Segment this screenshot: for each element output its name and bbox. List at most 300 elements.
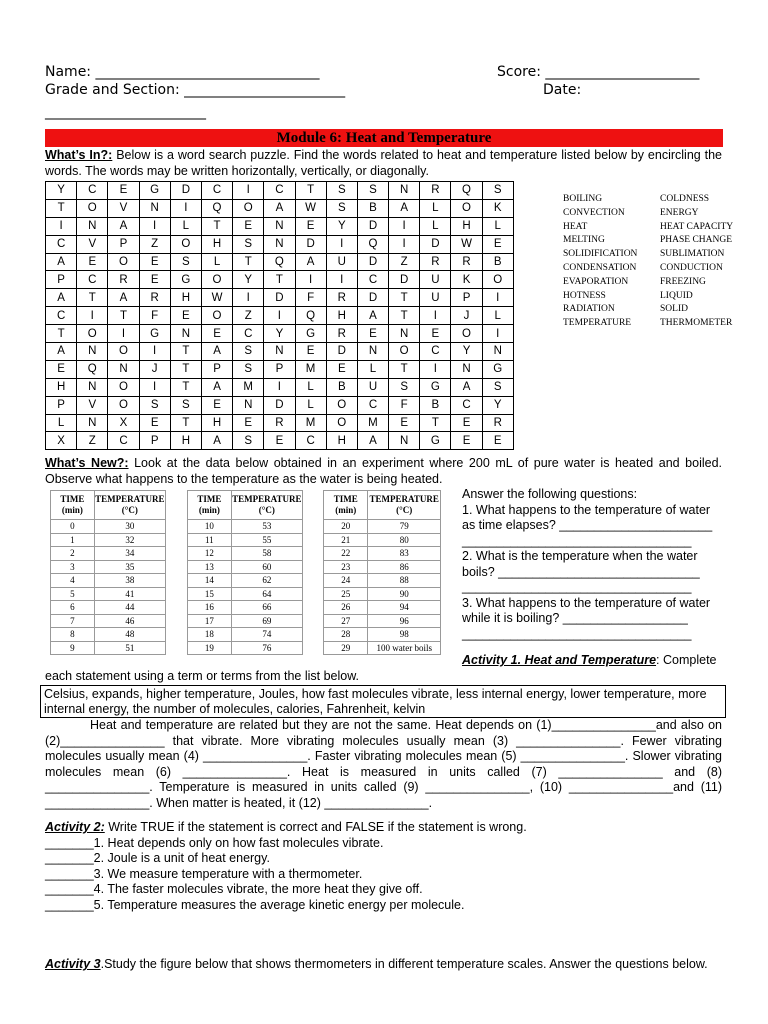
word-search-cell[interactable]: K (482, 199, 513, 217)
temperature-cell: 66 (231, 601, 302, 615)
word-search-cell[interactable]: A (264, 199, 295, 217)
word-search-cell[interactable]: O (108, 253, 139, 271)
word-search-cell[interactable]: H (451, 217, 482, 235)
word-search-cell[interactable]: O (389, 343, 420, 361)
temperature-header-text: TEMPERATURE (369, 494, 439, 504)
word-search-cell[interactable]: D (264, 396, 295, 414)
activity2-heading (45, 820, 722, 836)
word-search-cell[interactable]: E (201, 396, 232, 414)
word-search-cell[interactable]: D (295, 235, 326, 253)
word-search-cell[interactable]: H (201, 235, 232, 253)
word-search-cell[interactable]: L (170, 217, 201, 235)
word-search-cell[interactable]: D (357, 289, 388, 307)
word-search-cell[interactable]: I (326, 235, 357, 253)
temperature-cell: 88 (368, 574, 441, 588)
word-search-cell[interactable]: G (420, 432, 451, 450)
word-search-cell[interactable]: P (201, 360, 232, 378)
word-search-cell[interactable]: H (170, 289, 201, 307)
word-search-cell[interactable]: N (77, 378, 108, 396)
word-search-cell[interactable]: D (389, 271, 420, 289)
word-search-cell[interactable]: S (389, 378, 420, 396)
word-search-cell[interactable]: M (357, 414, 388, 432)
word-search-cell[interactable]: C (420, 343, 451, 361)
word-search-cell[interactable]: A (357, 307, 388, 325)
word-search-cell[interactable]: M (295, 360, 326, 378)
word-list-item: COLDNESS (660, 194, 710, 204)
word-search-cell[interactable]: Q (295, 307, 326, 325)
word-search-cell[interactable]: I (233, 289, 264, 307)
table-row (324, 520, 441, 534)
word-search-cell[interactable]: O (326, 414, 357, 432)
word-search-cell[interactable]: I (46, 217, 77, 235)
word-search-cell[interactable]: A (108, 217, 139, 235)
word-search-cell[interactable]: P (108, 235, 139, 253)
word-search-cell[interactable]: C (295, 432, 326, 450)
word-search-cell[interactable]: P (264, 360, 295, 378)
word-search-cell[interactable]: W (201, 289, 232, 307)
word-search-cell[interactable]: R (482, 414, 513, 432)
word-search-cell[interactable]: I (420, 360, 451, 378)
word-list-item: RADIATION (563, 304, 615, 315)
temperature-cell: 35 (94, 560, 165, 574)
word-search-cell[interactable]: A (201, 378, 232, 396)
word-search-cell[interactable]: N (170, 325, 201, 343)
word-search-cell[interactable]: E (295, 217, 326, 235)
word-search-cell[interactable]: N (264, 217, 295, 235)
table-row (51, 641, 166, 655)
word-search-cell[interactable]: L (295, 378, 326, 396)
temperature-cell: 64 (231, 587, 302, 601)
word-search-cell[interactable]: I (233, 182, 264, 200)
activity2-item: _______3. We measure temperature with a thermometer. (45, 866, 363, 881)
word-search-cell[interactable]: S (170, 253, 201, 271)
time-cell: 1 (51, 533, 95, 547)
table-row (188, 601, 303, 615)
table-row (188, 641, 303, 655)
word-search-cell[interactable]: B (420, 396, 451, 414)
word-search-cell[interactable]: O (108, 378, 139, 396)
word-search-cell[interactable]: R (139, 289, 170, 307)
word-search-cell[interactable]: B (326, 378, 357, 396)
word-search-cell[interactable]: Z (233, 307, 264, 325)
word-search-cell[interactable]: Z (139, 235, 170, 253)
word-search-cell[interactable]: A (46, 289, 77, 307)
word-search-cell[interactable]: I (420, 307, 451, 325)
word-search-cell[interactable]: I (264, 378, 295, 396)
word-search-cell[interactable]: I (139, 217, 170, 235)
word-search-cell[interactable]: C (357, 396, 388, 414)
word-search-cell[interactable]: Q (264, 253, 295, 271)
word-search-cell[interactable]: V (77, 235, 108, 253)
word-search-cell[interactable]: L (482, 217, 513, 235)
word-list-item: HEAT CAPACITY (660, 221, 734, 232)
word-search-cell[interactable]: Q (451, 182, 482, 200)
module-title: Module 6: Heat and Temperature (45, 129, 723, 147)
word-search-cell[interactable]: C (357, 271, 388, 289)
word-search-cell[interactable]: S (233, 235, 264, 253)
word-search-cell[interactable]: A (46, 253, 77, 271)
word-search-cell[interactable]: O (201, 271, 232, 289)
word-search-cell[interactable]: E (482, 432, 513, 450)
word-search-cell[interactable]: N (108, 360, 139, 378)
word-search-cell[interactable]: P (46, 396, 77, 414)
word-search-cell[interactable]: I (482, 289, 513, 307)
activity3-label: Activity 3 (45, 957, 101, 971)
time-cell: 13 (188, 560, 232, 574)
word-search-cell[interactable]: I (170, 199, 201, 217)
word-search-cell[interactable]: G (295, 325, 326, 343)
word-search-cell[interactable]: S (233, 432, 264, 450)
word-search-cell[interactable]: S (233, 343, 264, 361)
question-2-line-3: _________________________________ (462, 580, 692, 594)
temperature-cell: 100 water boils (368, 641, 441, 655)
word-search-cell[interactable]: U (326, 253, 357, 271)
word-search-cell[interactable]: T (389, 289, 420, 307)
word-search-cell[interactable]: S (170, 396, 201, 414)
word-search-cell[interactable]: R (420, 182, 451, 200)
temperature-header-text: TEMPERATURE (95, 494, 165, 504)
word-search-cell[interactable]: T (170, 378, 201, 396)
word-search-cell[interactable]: Z (77, 432, 108, 450)
word-search-cell[interactable]: T (108, 307, 139, 325)
word-search-cell[interactable]: E (482, 235, 513, 253)
table-row (188, 587, 303, 601)
word-search-cell[interactable]: Q (357, 235, 388, 253)
temperature-cell: 51 (94, 641, 165, 655)
temperature-unit-text: (°C) (258, 505, 275, 515)
word-search-cell[interactable]: F (139, 307, 170, 325)
table-row (188, 520, 303, 534)
word-search-cell[interactable]: X (108, 414, 139, 432)
word-search-cell[interactable]: E (46, 360, 77, 378)
word-search-cell[interactable]: M (295, 414, 326, 432)
word-search-cell[interactable]: U (420, 271, 451, 289)
word-search-cell[interactable]: U (357, 378, 388, 396)
time-cell: 28 (324, 628, 368, 642)
word-search-cell[interactable]: E (451, 432, 482, 450)
word-search-cell[interactable]: Q (201, 199, 232, 217)
word-search-cell[interactable]: O (201, 307, 232, 325)
word-search-cell[interactable]: C (201, 182, 232, 200)
temperature-column-header (94, 491, 165, 520)
word-search-cell[interactable]: S (326, 182, 357, 200)
word-search-cell[interactable]: I (295, 271, 326, 289)
word-search-cell[interactable]: E (233, 217, 264, 235)
time-cell: 7 (51, 614, 95, 628)
word-search-cell[interactable]: L (201, 253, 232, 271)
word-search-cell[interactable]: A (201, 432, 232, 450)
word-search-cell[interactable]: T (389, 307, 420, 325)
word-search-cell[interactable]: G (139, 325, 170, 343)
word-search-cell[interactable]: Y (451, 343, 482, 361)
word-search-cell[interactable]: N (482, 343, 513, 361)
word-search-cell[interactable]: G (482, 360, 513, 378)
word-search-row (46, 289, 514, 307)
word-search-cell[interactable]: N (389, 325, 420, 343)
word-search-cell[interactable]: T (295, 182, 326, 200)
word-search-cell[interactable]: R (326, 325, 357, 343)
data-table-header-row (51, 491, 166, 520)
word-search-cell[interactable]: O (170, 235, 201, 253)
word-search-cell[interactable]: I (139, 343, 170, 361)
word-search-cell[interactable]: S (482, 378, 513, 396)
word-search-cell[interactable]: D (357, 217, 388, 235)
word-search-cell[interactable]: I (389, 235, 420, 253)
word-search-cell[interactable]: S (233, 360, 264, 378)
word-list-item: CONVECTION (563, 207, 625, 218)
word-search-cell[interactable]: T (201, 217, 232, 235)
word-search-cell[interactable]: L (482, 307, 513, 325)
word-search-cell[interactable]: E (139, 253, 170, 271)
name-field-label: Name: ________________________________ (45, 64, 320, 80)
word-search-cell[interactable]: A (201, 343, 232, 361)
word-search-cell[interactable]: G (170, 271, 201, 289)
time-cell: 14 (188, 574, 232, 588)
word-search-cell[interactable]: R (264, 414, 295, 432)
word-search-cell[interactable]: T (389, 360, 420, 378)
word-search-cell[interactable]: Y (233, 271, 264, 289)
word-search-cell[interactable]: Y (326, 217, 357, 235)
word-search-cell[interactable]: C (46, 235, 77, 253)
word-search-cell[interactable]: S (326, 199, 357, 217)
word-search-cell[interactable]: H (326, 307, 357, 325)
word-search-cell[interactable]: I (326, 271, 357, 289)
word-search-cell[interactable]: U (420, 289, 451, 307)
data-table-1 (50, 490, 166, 655)
word-search-cell[interactable]: X (46, 432, 77, 450)
word-search-cell[interactable]: K (451, 271, 482, 289)
word-search-cell[interactable]: O (451, 199, 482, 217)
word-search-cell[interactable]: H (46, 378, 77, 396)
question-1-line-2: as time elapses? ______________________ (462, 518, 713, 532)
word-search-row (46, 343, 514, 361)
word-search-cell[interactable]: R (420, 253, 451, 271)
word-search-cell[interactable]: E (139, 271, 170, 289)
word-search-cell[interactable]: L (357, 360, 388, 378)
word-search-cell[interactable]: A (295, 253, 326, 271)
data-table-header-row (324, 491, 441, 520)
word-search-cell[interactable]: O (233, 199, 264, 217)
time-cell: 9 (51, 641, 95, 655)
word-search-cell[interactable]: T (264, 271, 295, 289)
activity1-suffix: : Complete (656, 653, 717, 667)
word-search-cell[interactable]: D (357, 253, 388, 271)
time-cell: 21 (324, 533, 368, 547)
word-search-cell[interactable]: E (201, 325, 232, 343)
time-column-header (51, 491, 95, 520)
question-2-line-1: 2. What is the temperature when the water (462, 549, 698, 563)
word-search-cell[interactable]: Y (482, 396, 513, 414)
word-search-cell[interactable]: O (108, 396, 139, 414)
word-search-cell[interactable]: E (264, 432, 295, 450)
word-search-cell[interactable]: I (77, 307, 108, 325)
word-search-cell[interactable]: I (482, 325, 513, 343)
word-search-cell[interactable]: O (451, 325, 482, 343)
word-search-cell[interactable]: C (264, 182, 295, 200)
word-search-cell[interactable]: N (139, 199, 170, 217)
word-list-item: HEAT (563, 221, 588, 232)
word-search-cell[interactable]: E (108, 182, 139, 200)
word-search-cell[interactable]: R (108, 271, 139, 289)
word-list-item: ENERGY (660, 207, 699, 218)
word-search-cell[interactable]: P (46, 271, 77, 289)
word-search-cell[interactable]: O (482, 271, 513, 289)
word-list-item: SUBLIMATION (660, 249, 725, 260)
word-search-row (46, 235, 514, 253)
word-search-cell[interactable]: D (420, 235, 451, 253)
word-search-cell[interactable]: O (77, 199, 108, 217)
word-search-cell[interactable]: G (420, 378, 451, 396)
word-search-cell[interactable]: N (77, 414, 108, 432)
word-search-cell[interactable]: H (170, 432, 201, 450)
word-search-cell[interactable]: B (357, 199, 388, 217)
time-cell: 26 (324, 601, 368, 615)
table-row (51, 520, 166, 534)
word-search-cell[interactable]: S (482, 182, 513, 200)
word-search-cell[interactable]: C (233, 325, 264, 343)
table-row (188, 628, 303, 642)
word-search-cell[interactable]: B (482, 253, 513, 271)
temperature-cell: 44 (94, 601, 165, 615)
word-search-cell[interactable]: O (326, 396, 357, 414)
word-search-cell[interactable]: A (46, 343, 77, 361)
word-search-cell[interactable]: M (233, 378, 264, 396)
word-search-cell[interactable]: J (139, 360, 170, 378)
word-search-cell[interactable]: L (420, 199, 451, 217)
temperature-cell: 94 (368, 601, 441, 615)
word-search-cell[interactable]: D (170, 182, 201, 200)
temperature-cell: 38 (94, 574, 165, 588)
table-row (51, 628, 166, 642)
word-search-cell[interactable]: C (77, 271, 108, 289)
word-list-col1 (563, 193, 637, 331)
word-search-cell[interactable]: W (295, 199, 326, 217)
word-search-cell[interactable]: O (77, 325, 108, 343)
word-search-cell[interactable]: L (46, 414, 77, 432)
word-search-cell[interactable]: T (233, 253, 264, 271)
word-search-cell[interactable]: S (139, 396, 170, 414)
word-search-cell[interactable]: E (389, 414, 420, 432)
word-search-cell[interactable]: N (233, 396, 264, 414)
question-1-line-3: _________________________________ (462, 533, 692, 548)
word-search-row (46, 253, 514, 271)
word-search-cell[interactable]: N (264, 235, 295, 253)
word-search-cell[interactable]: V (108, 199, 139, 217)
word-search-cell[interactable]: Z (389, 253, 420, 271)
word-search-cell[interactable]: H (326, 432, 357, 450)
table-row (324, 628, 441, 642)
word-search-cell[interactable]: C (46, 307, 77, 325)
word-search-cell[interactable]: A (389, 199, 420, 217)
word-search-cell[interactable]: A (357, 432, 388, 450)
word-search-cell[interactable]: I (108, 325, 139, 343)
word-search-cell[interactable]: E (295, 343, 326, 361)
word-search-cell[interactable]: C (451, 396, 482, 414)
time-cell: 23 (324, 560, 368, 574)
word-search-cell[interactable]: Y (264, 325, 295, 343)
word-search-cell[interactable]: C (77, 182, 108, 200)
word-search-cell[interactable]: V (77, 396, 108, 414)
word-search-cell[interactable]: I (139, 378, 170, 396)
word-search-cell[interactable]: T (170, 414, 201, 432)
word-search-cell[interactable]: N (389, 182, 420, 200)
question-2-line-2: boils? _____________________________ (462, 564, 700, 579)
word-list-col2 (660, 193, 733, 331)
word-search-cell[interactable]: R (326, 289, 357, 307)
word-search-cell[interactable]: J (451, 307, 482, 325)
whats-new-paragraph (45, 456, 722, 487)
temperature-column-header (368, 491, 441, 520)
word-search-cell[interactable]: Q (77, 360, 108, 378)
word-search-cell[interactable]: N (77, 217, 108, 235)
word-search-cell[interactable]: F (295, 289, 326, 307)
grade-section-label: Grade and Section: _______________________ (45, 82, 346, 98)
word-search-cell[interactable]: N (357, 343, 388, 361)
word-search-cell[interactable]: A (108, 289, 139, 307)
word-search-cell[interactable]: T (77, 289, 108, 307)
word-search-cell[interactable]: L (295, 396, 326, 414)
word-search-cell[interactable]: G (139, 182, 170, 200)
word-search-cell[interactable]: E (170, 307, 201, 325)
word-search-cell[interactable]: I (389, 217, 420, 235)
word-search-cell[interactable]: F (389, 396, 420, 414)
word-search-cell[interactable]: T (46, 325, 77, 343)
word-search-cell[interactable]: T (420, 414, 451, 432)
word-search-cell[interactable]: E (420, 325, 451, 343)
word-search-cell[interactable]: S (357, 182, 388, 200)
word-list-item: TEMPERATURE (563, 318, 632, 329)
word-search-cell[interactable]: P (139, 432, 170, 450)
word-search-cell[interactable]: C (108, 432, 139, 450)
word-search-cell[interactable]: N (451, 360, 482, 378)
word-search-cell[interactable]: A (451, 378, 482, 396)
word-search-cell[interactable]: T (46, 199, 77, 217)
word-search-cell[interactable]: H (201, 414, 232, 432)
word-search-cell[interactable]: W (451, 235, 482, 253)
time-cell: 18 (188, 628, 232, 642)
word-search-row (46, 378, 514, 396)
word-search-cell[interactable]: T (170, 360, 201, 378)
word-search-cell[interactable]: E (233, 414, 264, 432)
table-row (51, 574, 166, 588)
temperature-unit-text: (°C) (121, 505, 138, 515)
activity2-item: _______4. The faster molecules vibrate, the more heat they give off. (45, 882, 423, 896)
word-search-cell[interactable]: E (77, 253, 108, 271)
word-search-cell[interactable]: O (108, 343, 139, 361)
word-search-cell[interactable]: E (326, 360, 357, 378)
word-search-cell[interactable]: E (451, 414, 482, 432)
word-search-cell[interactable]: N (389, 432, 420, 450)
time-cell: 2 (51, 547, 95, 561)
time-header-text: TIME (60, 494, 85, 504)
time-cell: 20 (324, 520, 368, 534)
word-search-cell[interactable]: D (264, 289, 295, 307)
word-search-cell[interactable]: N (77, 343, 108, 361)
word-search-cell[interactable]: Y (46, 182, 77, 200)
word-search-cell[interactable]: T (170, 343, 201, 361)
time-cell: 16 (188, 601, 232, 615)
word-search-cell[interactable]: R (451, 253, 482, 271)
word-search-cell[interactable]: I (264, 307, 295, 325)
word-search-cell[interactable]: E (139, 414, 170, 432)
word-list-item: CONDENSATION (563, 262, 637, 273)
temperature-cell: 55 (231, 533, 302, 547)
word-search-cell[interactable]: D (326, 343, 357, 361)
word-search-cell[interactable]: N (264, 343, 295, 361)
word-search-cell[interactable]: L (420, 217, 451, 235)
word-search-cell[interactable]: E (357, 325, 388, 343)
word-search-cell[interactable]: P (451, 289, 482, 307)
